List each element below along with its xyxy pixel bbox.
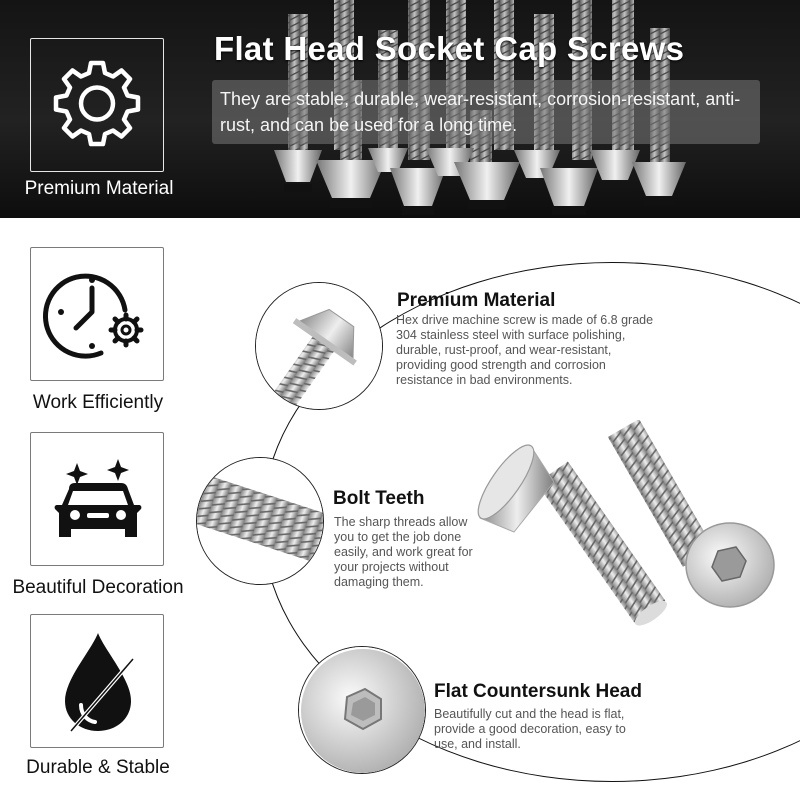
gear-icon <box>51 59 143 151</box>
water-drop-icon <box>31 615 165 749</box>
feature-label-beautiful-decoration: Beautiful Decoration <box>12 577 184 598</box>
feature-label-durable-stable: Durable & Stable <box>26 757 170 778</box>
feature-card-durable-stable <box>30 614 164 748</box>
badge-label: Premium Material <box>24 178 174 199</box>
detail-image-premium-material <box>255 282 383 410</box>
detail-text-flat-countersunk-head: Beautifully cut and the head is flat, provide a good decoration, easy to use, and install. <box>434 707 626 751</box>
detail-title-flat-countersunk-head: Flat Countersunk Head <box>434 681 642 702</box>
detail-title-bolt-teeth: Bolt Teeth <box>333 488 425 509</box>
detail-image-bolt-teeth <box>196 457 324 585</box>
feature-card-work-efficiently <box>30 247 164 381</box>
subtitle-box <box>212 80 760 144</box>
premium-material-badge <box>30 38 164 172</box>
feature-label-work-efficiently: Work Efficiently <box>32 392 164 413</box>
screws-product-image <box>470 420 780 640</box>
detail-title-premium-material: Premium Material <box>397 290 556 311</box>
feature-card-beautiful-decoration <box>30 432 164 566</box>
detail-image-flat-countersunk-head <box>298 646 426 774</box>
subtitle-text: They are stable, durable, wear-resistant, corrosion-resistant, anti-rust, and can be used for a long time. <box>220 89 741 135</box>
detail-text-bolt-teeth: The sharp threads allow you to get the job done easily, and work great for your projects without damaging them. <box>334 515 473 589</box>
top-banner <box>0 0 800 218</box>
page-title: Flat Head Socket Cap Screws <box>214 30 685 67</box>
car-sparkle-icon <box>31 433 165 567</box>
clock-gear-icon <box>31 248 165 382</box>
detail-text-premium-material: Hex drive machine screw is made of 6.8 grade 304 stainless steel with surface polishing, durable, rust-proof, and wear-resistant, providing good strength and corrosion resistance in bad environments. <box>396 313 654 387</box>
